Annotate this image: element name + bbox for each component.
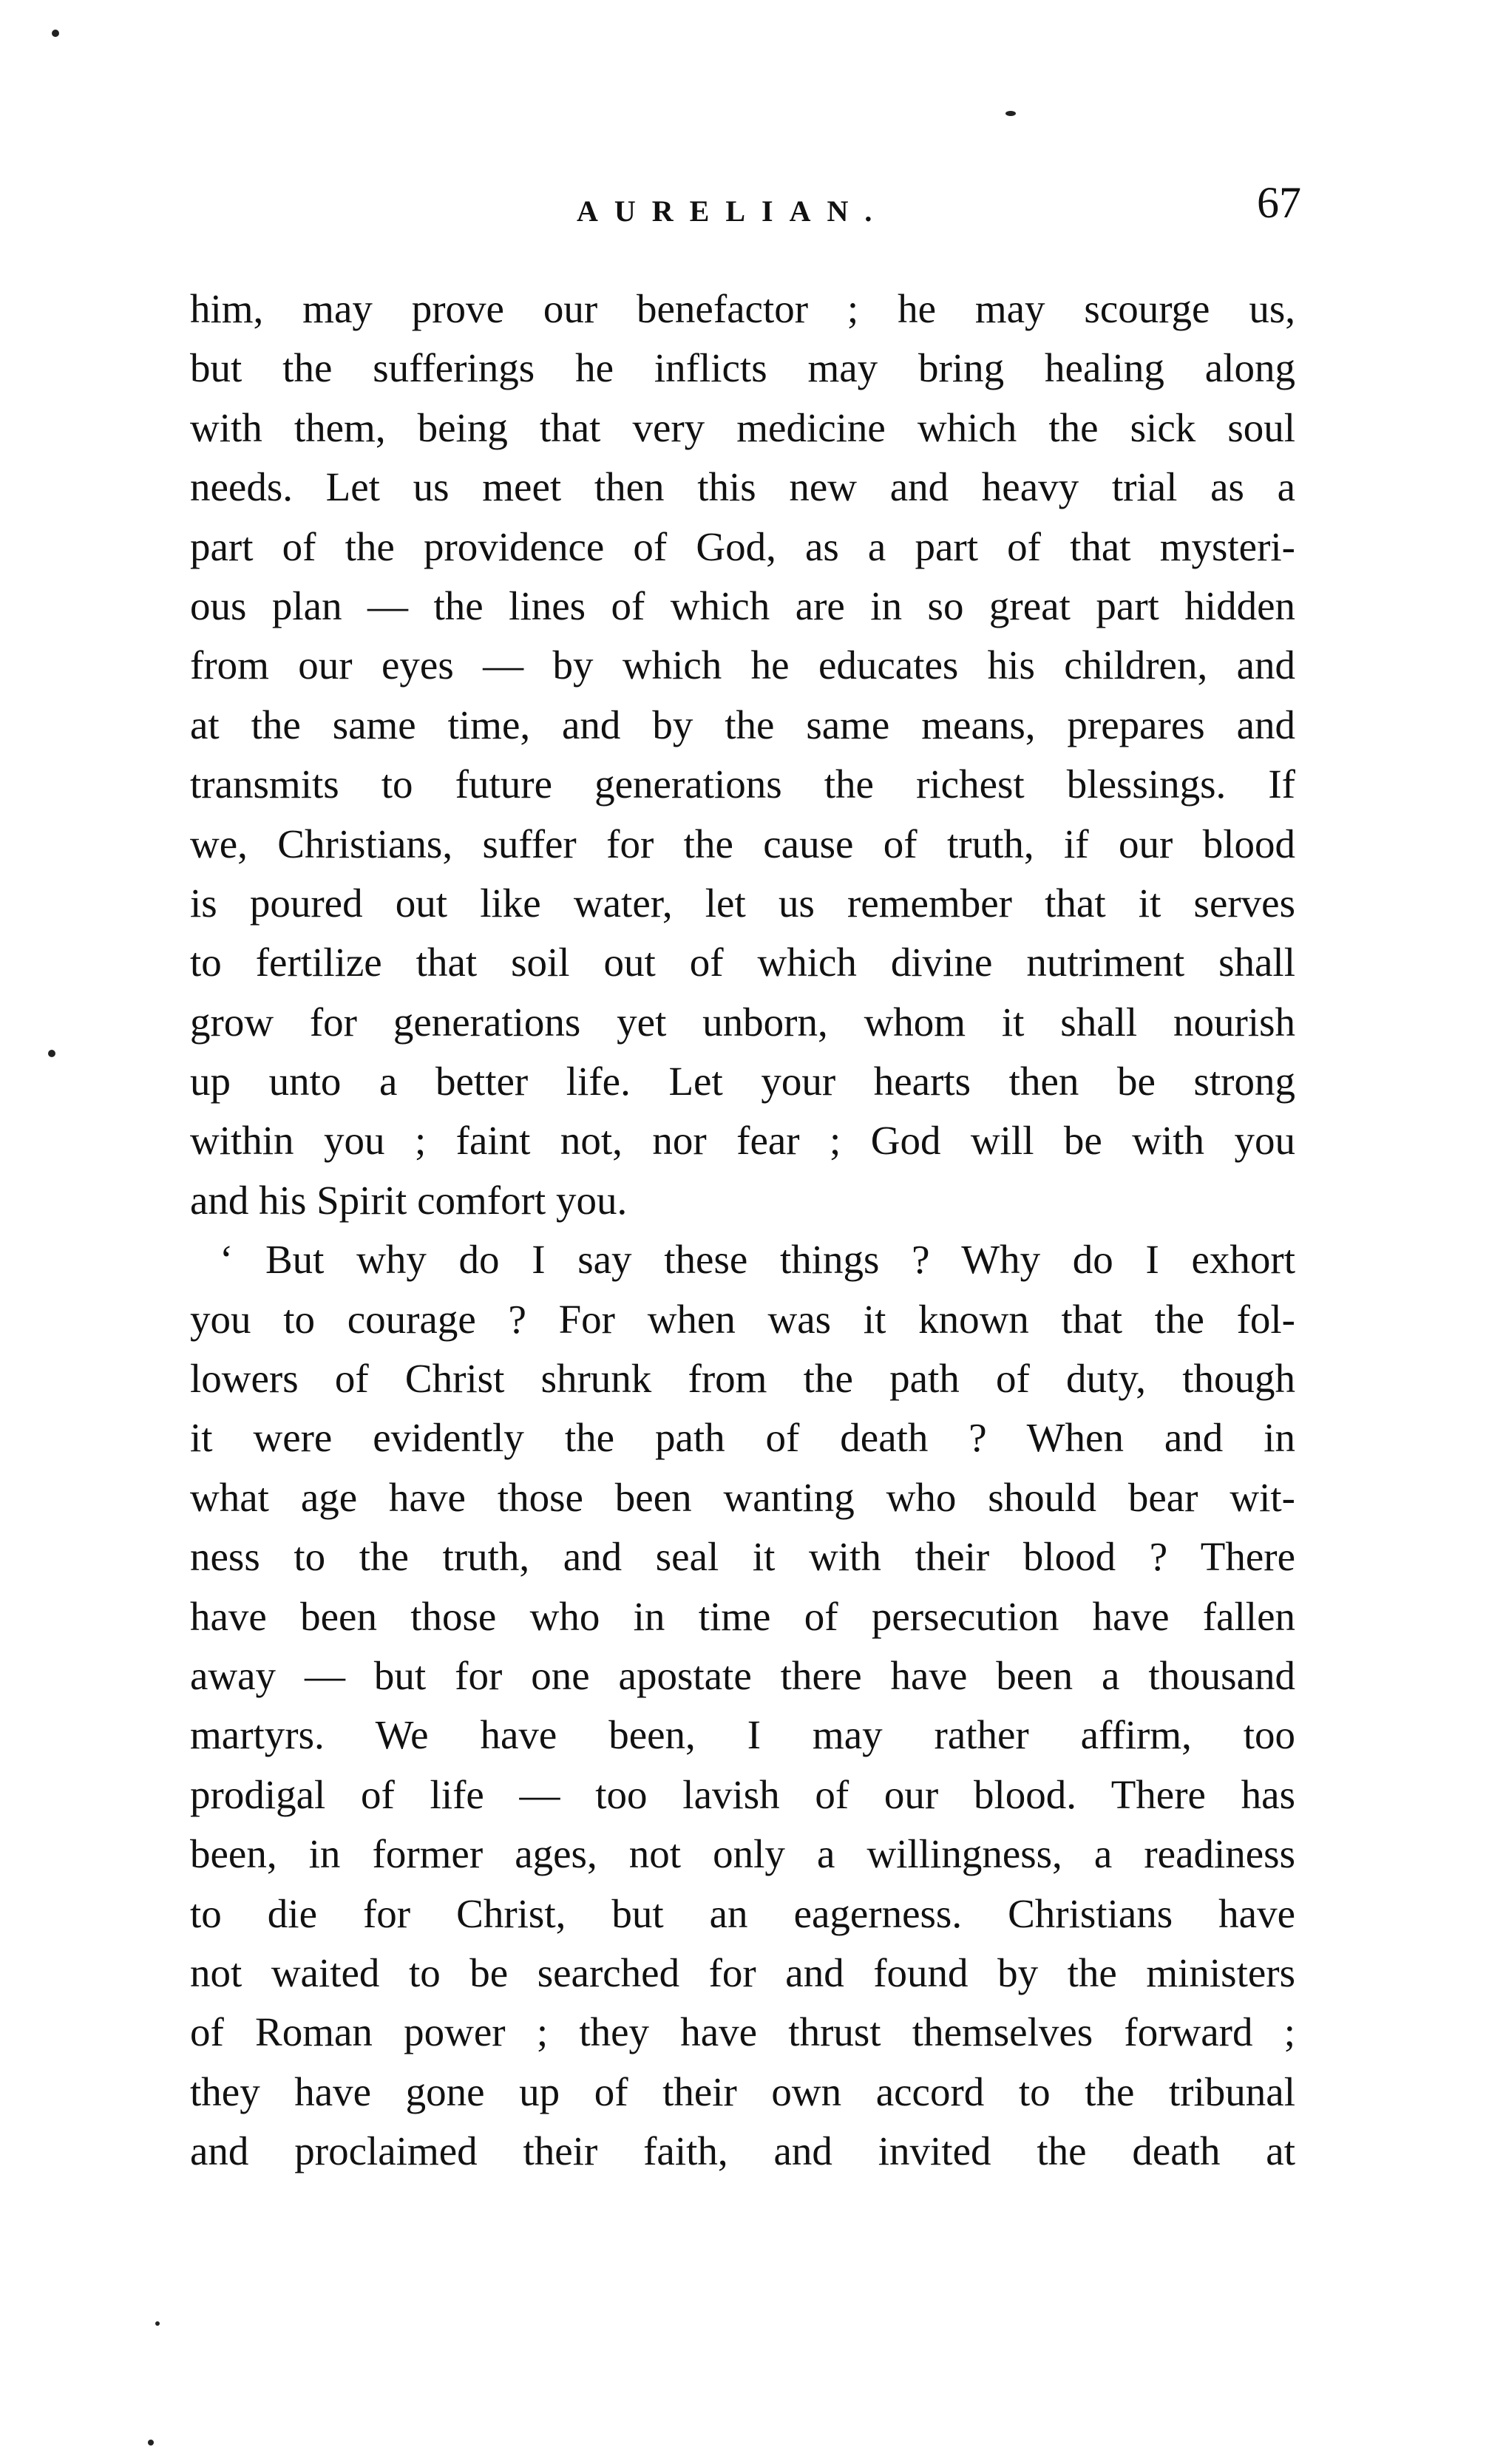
text-line: to fertilize that soil out of which divine nutriment shall (190, 940, 1295, 985)
text-line: and proclaimed their faith, and invited the death at (190, 2128, 1295, 2174)
running-title: AURELIAN. (577, 194, 889, 228)
text-line: ness to the truth, and seal it with their blood ? There (190, 1534, 1295, 1580)
scan-speck (48, 1050, 55, 1057)
text-line: have been those who in time of persecution have fallen (190, 1593, 1295, 1639)
text-line: but the sufferings he inflicts may bring healing along (190, 345, 1295, 391)
text-line: is poured out like water, let us remember that it serves (190, 880, 1295, 926)
text-line: to die for Christ, but an eagerness. Christians have (190, 1890, 1295, 1936)
text-line: and his Spirit comfort you. (190, 1177, 628, 1223)
scan-speck (148, 2440, 154, 2446)
text-line: what age have those been wanting who should bear wit- (190, 1474, 1295, 1520)
text-line: we, Christians, suffer for the cause of truth, if our blood (190, 821, 1295, 866)
text-line: away — but for one apostate there have been a thousand (190, 1652, 1295, 1698)
text-line: from our eyes — by which he educates his children, and (190, 642, 1295, 688)
text-line: not waited to be searched for and found by the ministers (190, 1949, 1295, 1995)
text-line: part of the providence of God, as a part of that mysteri- (190, 523, 1295, 569)
text-line: needs. Let us meet then this new and heavy trial as a (190, 464, 1295, 510)
scan-speck (155, 2321, 160, 2326)
text-line: transmits to future generations the richest blessings. If (190, 761, 1295, 807)
text-line: up unto a better life. Let your hearts then be strong (190, 1059, 1295, 1104)
text-line: been, in former ages, not only a willingness, a readiness (190, 1831, 1295, 1877)
text-line: martyrs. We have been, I may rather affirm, too (190, 1712, 1295, 1758)
text-line: at the same time, and by the same means, prepares and (190, 702, 1295, 747)
text-line: prodigal of life — too lavish of our blood. There has (190, 1771, 1295, 1817)
text-line: within you ; faint not, nor fear ; God will be with you (190, 1118, 1295, 1164)
scan-speck (52, 30, 59, 37)
text-line: him, may prove our benefactor ; he may scourge us, (190, 286, 1295, 331)
text-line: of Roman power ; they have thrust themselves forward ; (190, 2009, 1295, 2055)
page-body (190, 279, 1295, 2182)
text-line: grow for generations yet unborn, whom it shall nourish (190, 999, 1295, 1045)
text-line: with them, being that very medicine which the sick soul (190, 404, 1295, 450)
text-line: you to courage ? For when was it known that the fol- (190, 1296, 1295, 1342)
text-line: they have gone up of their own accord to the tribunal (190, 2068, 1295, 2114)
text-line: ous plan — the lines of which are in so great part hidden (190, 583, 1295, 628)
text-line: ‘ But why do I say these things ? Why do I exhort (220, 1237, 1295, 1283)
page-number: 67 (1257, 178, 1301, 227)
scan-speck (1005, 111, 1016, 116)
text-line: lowers of Christ shrunk from the path of duty, though (190, 1356, 1295, 1402)
text-line: it were evidently the path of death ? When and in (190, 1415, 1295, 1461)
